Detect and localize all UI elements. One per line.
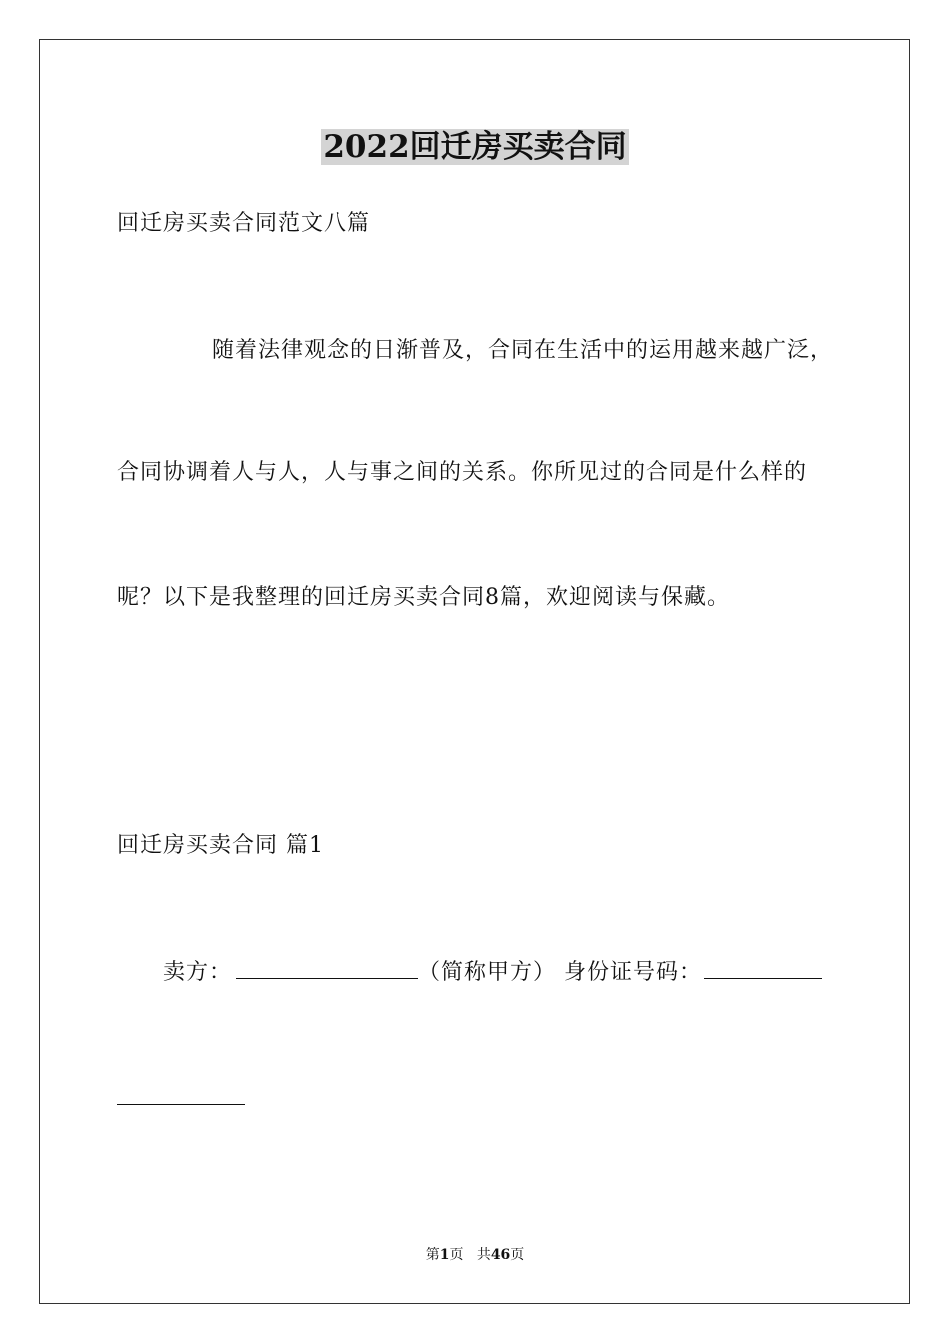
document-title <box>0 125 950 169</box>
seller-abbrev: （简称甲方） <box>418 960 557 985</box>
id-number-blank <box>704 956 822 979</box>
intro-paragraph-line-3: 呢？以下是我整理的回迁房买卖合同8篇，欢迎阅读与保藏。 <box>117 585 730 610</box>
id-number-label: 身份证号码： <box>564 960 703 985</box>
intro-paragraph-line-2: 合同协调着人与人，人与事之间的关系。你所见过的合同是什么样的 <box>117 460 808 485</box>
footer-total-suffix: 页 <box>510 1247 525 1263</box>
footer-page-prefix: 第 <box>425 1247 440 1263</box>
id-number-blank-continued <box>117 1104 245 1105</box>
footer-page-number: 1 <box>439 1247 450 1263</box>
intro-paragraph-line-1: 随着法律观念的日渐普及，合同在生活中的运用越来越广泛， <box>212 338 834 363</box>
document-subtitle: 回迁房买卖合同范文八篇 <box>117 211 371 236</box>
document-title-text: 2022回迁房买卖合同 <box>323 129 627 165</box>
section-heading: 回迁房买卖合同 篇1 <box>117 833 324 858</box>
footer-total-pages: 46 <box>490 1247 511 1263</box>
seller-name-blank <box>236 956 418 979</box>
footer-page-suffix: 页 <box>449 1247 464 1263</box>
page-footer <box>0 1246 950 1264</box>
footer-total-prefix: 共 <box>476 1247 491 1263</box>
seller-line <box>163 956 822 988</box>
seller-label: 卖方： <box>163 960 233 985</box>
